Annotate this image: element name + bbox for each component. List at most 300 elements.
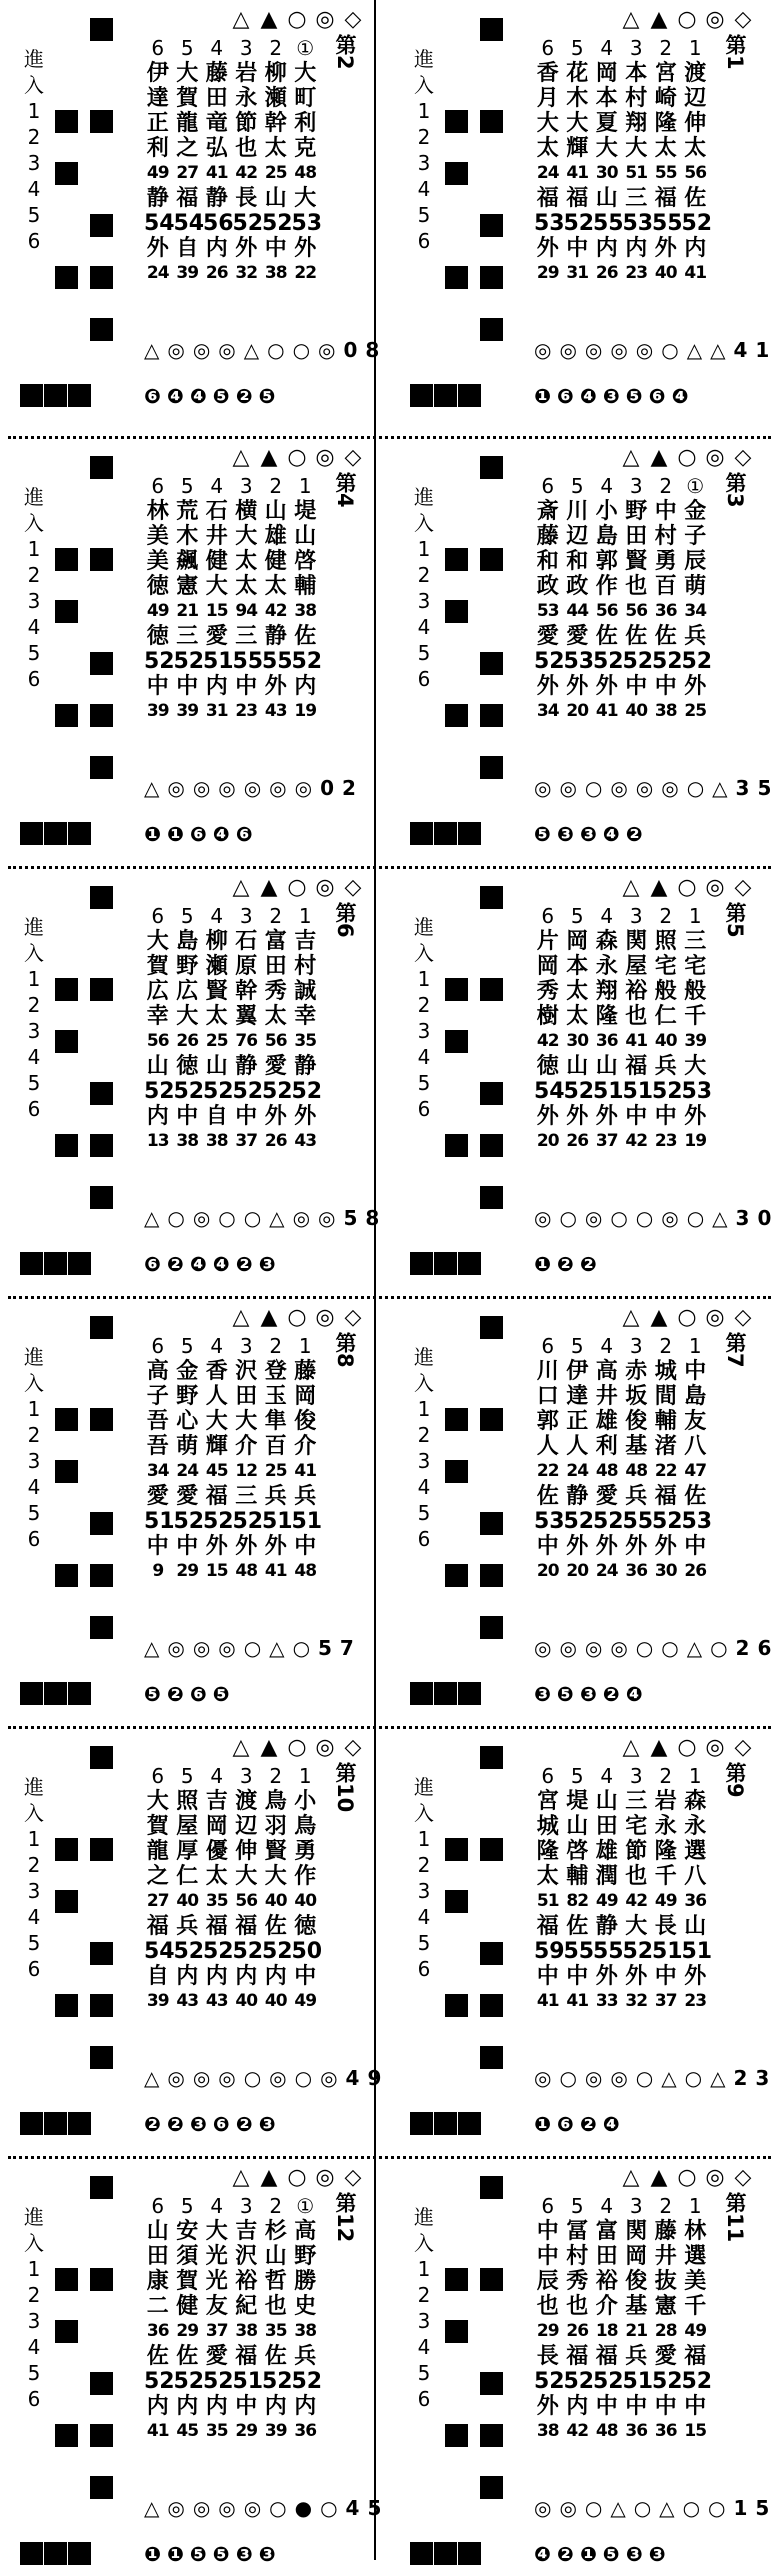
frame-box bbox=[55, 162, 78, 185]
entry-cell: 30 bbox=[595, 163, 618, 183]
entry-cell: 静 bbox=[264, 624, 287, 649]
entry-cell: 中 bbox=[176, 1534, 199, 1559]
entry-column bbox=[563, 904, 595, 1154]
entry-column bbox=[593, 904, 624, 1154]
entry-cell: 54 bbox=[144, 211, 175, 236]
entry-cell: 山 bbox=[595, 1054, 618, 1079]
entry-number: 6 bbox=[151, 1764, 165, 1788]
frame-box bbox=[445, 2268, 468, 2291]
entry-cell: 萌 bbox=[176, 1434, 199, 1459]
frame-box bbox=[434, 1252, 457, 1275]
entry-number: 6 bbox=[541, 474, 555, 498]
row-label: 2 bbox=[27, 563, 41, 587]
entry-columns bbox=[534, 904, 713, 1154]
entry-cell: 也 bbox=[625, 1004, 648, 1029]
entry-cell: 外 bbox=[595, 1964, 618, 1989]
entry-cell: 中 bbox=[625, 2394, 648, 2419]
entry-cell: 52 bbox=[563, 2369, 595, 2394]
entry-cell: 達 bbox=[146, 86, 169, 111]
entry-cell: 千 bbox=[684, 1004, 707, 1029]
entry-cell: 静 bbox=[294, 1054, 317, 1079]
entry-number: 2 bbox=[269, 2194, 283, 2218]
entry-cell: 伊 bbox=[146, 61, 169, 86]
marker-symbol: ◇ bbox=[734, 1735, 752, 1760]
row-label: 入 bbox=[414, 941, 434, 965]
frame-box bbox=[480, 1186, 503, 1209]
entry-cell: 羽 bbox=[264, 1814, 287, 1839]
entry-cell: 32 bbox=[235, 263, 258, 283]
frame-box bbox=[55, 1994, 78, 2017]
entry-number: 4 bbox=[210, 1764, 224, 1788]
frame-box bbox=[90, 1316, 113, 1339]
bottom-frame-boxes bbox=[20, 2112, 91, 2135]
marker-symbol: ▲ bbox=[650, 1735, 668, 1760]
marker-symbol: △ bbox=[622, 7, 640, 32]
entry-cell: 雄 bbox=[264, 524, 287, 549]
entry-cell: 人 bbox=[566, 1434, 589, 1459]
entry-cell: 屋 bbox=[625, 954, 648, 979]
row-label: 1 bbox=[417, 1397, 431, 1421]
entry-cell: 金 bbox=[684, 499, 707, 524]
entry-cell: 自 bbox=[205, 1104, 228, 1129]
entry-cell: 佐 bbox=[264, 1914, 287, 1939]
entry-cell: 哲 bbox=[264, 2269, 287, 2294]
row-label: 進 bbox=[24, 47, 44, 71]
row-label: 2 bbox=[27, 1423, 41, 1447]
entry-number: 3 bbox=[239, 1764, 253, 1788]
frame-box bbox=[55, 1030, 78, 1053]
entry-cell: 中 bbox=[625, 1104, 648, 1129]
entry-cell: 55 bbox=[232, 649, 264, 674]
entry-column bbox=[291, 904, 323, 1154]
entry-cell: 山 bbox=[595, 186, 618, 211]
entry-cell: 24 bbox=[146, 263, 169, 283]
entry-cell: 静 bbox=[146, 186, 169, 211]
entry-cell: 賀 bbox=[176, 2269, 199, 2294]
frame-box bbox=[480, 1082, 503, 1105]
entry-cell: 52 bbox=[563, 1079, 595, 1104]
race-block bbox=[410, 1735, 778, 2146]
entry-cell: 37 bbox=[235, 1131, 258, 1151]
entry-cell: 22 bbox=[294, 263, 317, 283]
frame-box bbox=[90, 2424, 113, 2447]
entry-cell: 中 bbox=[235, 2394, 258, 2419]
row-label: 入 bbox=[24, 2231, 44, 2255]
frame-box bbox=[68, 2112, 91, 2135]
entry-cell: 島 bbox=[595, 524, 618, 549]
entry-cell: 三 bbox=[176, 624, 199, 649]
entry-number: 2 bbox=[269, 36, 283, 60]
frame-box bbox=[55, 1460, 78, 1483]
entry-number: 6 bbox=[151, 2194, 165, 2218]
bottom-frame-boxes bbox=[410, 2542, 481, 2565]
entry-cell: 之 bbox=[146, 1864, 169, 1889]
frame-box bbox=[480, 548, 503, 571]
entry-cell: 36 bbox=[684, 1891, 707, 1911]
entry-cell: 59 bbox=[534, 1939, 565, 1964]
entry-column bbox=[173, 474, 205, 724]
rating-marks: △◎◎◎◎◎◎02 bbox=[144, 776, 364, 800]
entry-cell: 作 bbox=[595, 574, 618, 599]
entry-cell: 38 bbox=[235, 2321, 258, 2341]
entry-cell: 龍 bbox=[146, 1839, 169, 1864]
entry-cell: 渡 bbox=[684, 61, 707, 86]
entry-cell: 長 bbox=[235, 186, 258, 211]
entry-cell: 37 bbox=[654, 1991, 677, 2011]
entry-cell: 吾 bbox=[146, 1434, 169, 1459]
entry-column bbox=[203, 1334, 234, 1584]
frame-box bbox=[410, 1252, 433, 1275]
entry-cell: 29 bbox=[536, 263, 559, 283]
entry-cell: 憲 bbox=[654, 2294, 677, 2319]
marker-symbol: △ bbox=[232, 2165, 250, 2190]
entry-cell: 達 bbox=[566, 1384, 589, 1409]
entry-cell: 秀 bbox=[264, 979, 287, 1004]
entry-cell: 賀 bbox=[176, 86, 199, 111]
row-label: 5 bbox=[417, 1071, 431, 1095]
row-label: 4 bbox=[27, 177, 41, 201]
race-block bbox=[410, 875, 779, 1286]
entry-cell: 吾 bbox=[146, 1409, 169, 1434]
entry-column bbox=[173, 2194, 205, 2444]
entry-cell: 56 bbox=[235, 1891, 258, 1911]
entry-cell: 千 bbox=[654, 1864, 677, 1889]
column-divider bbox=[374, 0, 376, 2560]
entry-cell: 太 bbox=[264, 574, 287, 599]
race-block bbox=[410, 7, 778, 418]
frame-box bbox=[434, 2542, 457, 2565]
entry-cell: 外 bbox=[235, 1534, 258, 1559]
entry-cell: 山 bbox=[264, 499, 287, 524]
entry-cell: 兵 bbox=[625, 2344, 648, 2369]
marker-symbol: ▲ bbox=[260, 1305, 278, 1330]
entry-cell: 岡 bbox=[294, 1384, 317, 1409]
entry-cell: 兵 bbox=[176, 1914, 199, 1939]
rating-marks: △◎◎◎△○○◎08 bbox=[144, 338, 388, 362]
row-label: 4 bbox=[417, 177, 431, 201]
entry-cell: 崎 bbox=[654, 86, 677, 111]
entry-number: 3 bbox=[629, 2194, 643, 2218]
entry-cell: 俊 bbox=[625, 2269, 648, 2294]
bottom-frame-boxes bbox=[20, 822, 91, 845]
entry-cell: 辺 bbox=[566, 524, 589, 549]
frame-box bbox=[445, 978, 468, 1001]
entry-number: 6 bbox=[151, 904, 165, 928]
entry-cell: 外 bbox=[625, 1964, 648, 1989]
entry-cell: 香 bbox=[205, 1359, 228, 1384]
entry-cell: 村 bbox=[625, 86, 648, 111]
entry-cell: 中 bbox=[684, 1359, 707, 1384]
entry-cell: 愛 bbox=[264, 1054, 287, 1079]
entry-cell: 外 bbox=[684, 1104, 707, 1129]
rating-marks: △◎◎◎○◎○◎49 bbox=[144, 2066, 390, 2090]
entry-cell: 萌 bbox=[684, 574, 707, 599]
marker-symbol: ◎ bbox=[315, 1735, 335, 1760]
entry-cell: 外 bbox=[205, 1534, 228, 1559]
entry-cell: 中 bbox=[536, 2244, 559, 2269]
entry-column bbox=[534, 2194, 565, 2444]
rating-marks: △○◎○○△◎◎58 bbox=[144, 1206, 388, 1230]
entry-cell: 25 bbox=[264, 1461, 287, 1481]
entry-cell: 太 bbox=[235, 574, 258, 599]
entry-cell: 幹 bbox=[235, 979, 258, 1004]
entry-number: 5 bbox=[180, 1764, 194, 1788]
entry-cell: 勝 bbox=[294, 2269, 317, 2294]
entry-cell: 宮 bbox=[654, 61, 677, 86]
entry-cell: 太 bbox=[205, 1864, 228, 1889]
entry-cell: 48 bbox=[595, 1461, 618, 1481]
entry-number: 2 bbox=[659, 1334, 673, 1358]
entry-cell: 内 bbox=[146, 2394, 169, 2419]
entry-cell: 藤 bbox=[294, 1359, 317, 1384]
entry-cell: 原 bbox=[235, 954, 258, 979]
entry-cell: 外 bbox=[536, 1104, 559, 1129]
entry-cell: 30 bbox=[566, 1031, 589, 1051]
entry-cell: 56 bbox=[595, 601, 618, 621]
race-block bbox=[20, 2165, 390, 2576]
frame-box bbox=[68, 2542, 91, 2565]
race-number: 第5 bbox=[723, 902, 747, 938]
frame-box bbox=[90, 2176, 113, 2199]
race-block bbox=[20, 875, 388, 1286]
entry-cell: 福 bbox=[654, 186, 677, 211]
bottom-frame-boxes bbox=[20, 2542, 91, 2565]
entry-column bbox=[534, 474, 565, 724]
entry-number: 1 bbox=[298, 1764, 312, 1788]
entry-cell: 内 bbox=[264, 2394, 287, 2419]
entry-cell: 八 bbox=[684, 1864, 707, 1889]
frame-box bbox=[90, 214, 113, 237]
row-label: 6 bbox=[417, 2387, 431, 2411]
frame-box bbox=[458, 1252, 481, 1275]
entry-cell: 中 bbox=[264, 236, 287, 261]
entry-number: 4 bbox=[600, 1334, 614, 1358]
entry-cell: 高 bbox=[294, 2219, 317, 2244]
row-label: 6 bbox=[27, 667, 41, 691]
entry-cell: 山 bbox=[264, 2244, 287, 2269]
entry-cell: 輝 bbox=[205, 1434, 228, 1459]
entry-cell: 太 bbox=[566, 979, 589, 1004]
frame-box bbox=[458, 2112, 481, 2135]
entry-cell: 佐 bbox=[146, 2344, 169, 2369]
entry-cell: 49 bbox=[595, 1891, 618, 1911]
row-label: 2 bbox=[417, 2283, 431, 2307]
entry-cell: 52 bbox=[173, 1939, 205, 1964]
entry-cell: 36 bbox=[625, 1561, 648, 1581]
entry-cell: 堤 bbox=[566, 1789, 589, 1814]
entry-number: 4 bbox=[600, 474, 614, 498]
entry-cell: 大 bbox=[205, 1409, 228, 1434]
section-divider bbox=[8, 436, 771, 439]
entry-cell: 樹 bbox=[536, 1004, 559, 1029]
frame-box bbox=[20, 384, 43, 407]
entry-cell: 愛 bbox=[654, 2344, 677, 2369]
entry-cell: 渚 bbox=[654, 1434, 677, 1459]
entry-cell: 幸 bbox=[146, 1004, 169, 1029]
entry-cell: 35 bbox=[205, 1891, 228, 1911]
entry-cell: 裕 bbox=[235, 2269, 258, 2294]
entry-cell: 大 bbox=[146, 929, 169, 954]
row-label: 1 bbox=[417, 537, 431, 561]
entry-column bbox=[681, 2194, 713, 2444]
entry-cell: 正 bbox=[566, 1409, 589, 1434]
entry-cell: 田 bbox=[235, 1384, 258, 1409]
entry-number: 1 bbox=[298, 904, 312, 928]
entry-cell: 長 bbox=[654, 1914, 677, 1939]
row-label: 進 bbox=[24, 2205, 44, 2229]
entry-cell: 山 bbox=[684, 1914, 707, 1939]
entry-cell: 23 bbox=[625, 263, 648, 283]
entry-cell: 荒 bbox=[176, 499, 199, 524]
frame-box bbox=[90, 1408, 113, 1431]
entry-cell: 24 bbox=[176, 1461, 199, 1481]
entry-cell: 賢 bbox=[264, 1839, 287, 1864]
row-label: 6 bbox=[27, 1097, 41, 1121]
entry-cell: 51 bbox=[622, 2369, 654, 2394]
entry-cell: 中 bbox=[146, 674, 169, 699]
marker-symbol: △ bbox=[232, 445, 250, 470]
entry-cell: 外 bbox=[264, 674, 287, 699]
entry-cell: 76 bbox=[235, 1031, 258, 1051]
entry-cell: 柳 bbox=[264, 61, 287, 86]
entry-cell: 52 bbox=[144, 2369, 175, 2394]
rating-marks: ◎◎○◎◎◎○△35 bbox=[534, 776, 779, 800]
entry-cell: 瀬 bbox=[205, 954, 228, 979]
entry-cell: 外 bbox=[595, 1104, 618, 1129]
row-label: 入 bbox=[414, 1371, 434, 1395]
entry-number: 3 bbox=[629, 474, 643, 498]
entry-cell: 愛 bbox=[595, 1484, 618, 1509]
entry-cell: 村 bbox=[294, 954, 317, 979]
entry-cell: 雄 bbox=[595, 1839, 618, 1864]
frame-box bbox=[445, 266, 468, 289]
row-label: 入 bbox=[414, 1801, 434, 1825]
entry-cell: 49 bbox=[294, 1991, 317, 2011]
row-label: 進 bbox=[414, 1345, 434, 1369]
section-divider bbox=[8, 866, 771, 869]
entry-cell: 40 bbox=[264, 1891, 287, 1911]
entry-cell: 外 bbox=[595, 674, 618, 699]
entry-cell: 三 bbox=[625, 186, 648, 211]
row-label: 3 bbox=[27, 1449, 41, 1473]
entry-cell: 藤 bbox=[205, 61, 228, 86]
race-block bbox=[20, 7, 388, 418]
entry-cell: 隆 bbox=[654, 111, 677, 136]
marker-symbol: ◎ bbox=[315, 1305, 335, 1330]
entry-cell: 金 bbox=[176, 1359, 199, 1384]
entry-cell: 中 bbox=[176, 1104, 199, 1129]
entry-cell: 中 bbox=[235, 1104, 258, 1129]
entry-cell: 49 bbox=[654, 1891, 677, 1911]
entry-cell: 健 bbox=[176, 2294, 199, 2319]
marker-symbol: ◇ bbox=[734, 2165, 752, 2190]
frame-box bbox=[55, 548, 78, 571]
entry-column bbox=[622, 1764, 654, 2014]
entry-number: 2 bbox=[269, 1764, 283, 1788]
entry-cell: 田 bbox=[625, 524, 648, 549]
entry-cell: 百 bbox=[654, 574, 677, 599]
entry-cell: 25 bbox=[264, 163, 287, 183]
entry-column bbox=[291, 474, 323, 724]
frame-box bbox=[68, 1252, 91, 1275]
prediction-numbers: ❶❻❷❹ bbox=[534, 2112, 626, 2136]
entry-column bbox=[622, 904, 654, 1154]
entry-column bbox=[232, 474, 264, 724]
entry-cell: 岩 bbox=[235, 61, 258, 86]
frame-box bbox=[90, 110, 113, 133]
frame-box bbox=[44, 2112, 67, 2135]
row-label: 入 bbox=[414, 2231, 434, 2255]
entry-cell: 内 bbox=[176, 1964, 199, 1989]
frame-box bbox=[434, 1682, 457, 1705]
row-label: 5 bbox=[417, 641, 431, 665]
entry-cell: 節 bbox=[625, 1839, 648, 1864]
entry-column bbox=[681, 1764, 713, 2014]
entry-cell: 55 bbox=[563, 1939, 595, 1964]
frame-box bbox=[90, 704, 113, 727]
row-label: 進 bbox=[24, 1345, 44, 1369]
entry-cell: 沢 bbox=[235, 1359, 258, 1384]
entry-cell: 賀 bbox=[146, 1814, 169, 1839]
entry-cell: 52 bbox=[262, 211, 293, 236]
entry-column bbox=[144, 1764, 175, 2014]
entry-cell: 佐 bbox=[595, 624, 618, 649]
entry-cell: 小 bbox=[595, 499, 618, 524]
entry-cell: 39 bbox=[264, 2421, 287, 2441]
entry-cell: 選 bbox=[684, 2244, 707, 2269]
entry-cell: 94 bbox=[235, 601, 258, 621]
entry-column bbox=[232, 904, 264, 1154]
entry-cell: 友 bbox=[684, 1409, 707, 1434]
entry-cell: 永 bbox=[684, 1814, 707, 1839]
rating-marks: △◎◎◎◎○●○45 bbox=[144, 2496, 390, 2520]
entry-cell: 51 bbox=[144, 1509, 175, 1534]
entry-cell: 40 bbox=[654, 263, 677, 283]
entry-cell: 52 bbox=[563, 1509, 595, 1534]
entry-cell: 中 bbox=[654, 1964, 677, 1989]
entry-cell: 介 bbox=[294, 1434, 317, 1459]
entry-cell: 31 bbox=[205, 701, 228, 721]
frame-box bbox=[20, 2112, 43, 2135]
row-label: 2 bbox=[27, 2283, 41, 2307]
entry-cell: 渡 bbox=[235, 1789, 258, 1814]
prediction-numbers: ❷❷❸❻❷❸ bbox=[144, 2112, 282, 2136]
entry-cell: 外 bbox=[146, 236, 169, 261]
entry-cell: 翼 bbox=[235, 1004, 258, 1029]
entry-number: 2 bbox=[659, 474, 673, 498]
row-label: 3 bbox=[417, 151, 431, 175]
frame-box bbox=[480, 1994, 503, 2017]
row-label: 1 bbox=[27, 99, 41, 123]
entry-cell: 福 bbox=[566, 2344, 589, 2369]
entry-column bbox=[534, 904, 565, 1154]
row-label: 2 bbox=[417, 1853, 431, 1877]
entry-cell: 輝 bbox=[566, 136, 589, 161]
entry-cell: 福 bbox=[176, 186, 199, 211]
race-number: 第2 bbox=[333, 34, 357, 70]
race-number: 第7 bbox=[723, 1332, 747, 1368]
marker-symbol: ▲ bbox=[650, 445, 668, 470]
row-label: 5 bbox=[417, 1501, 431, 1525]
frame-box bbox=[90, 1616, 113, 1639]
frame-box bbox=[445, 110, 468, 133]
entry-cell: 誠 bbox=[294, 979, 317, 1004]
entry-cell: 須 bbox=[176, 2244, 199, 2269]
frame-box bbox=[90, 756, 113, 779]
entry-column bbox=[652, 904, 683, 1154]
marker-symbol: ▲ bbox=[260, 445, 278, 470]
entry-cell: 竜 bbox=[205, 111, 228, 136]
